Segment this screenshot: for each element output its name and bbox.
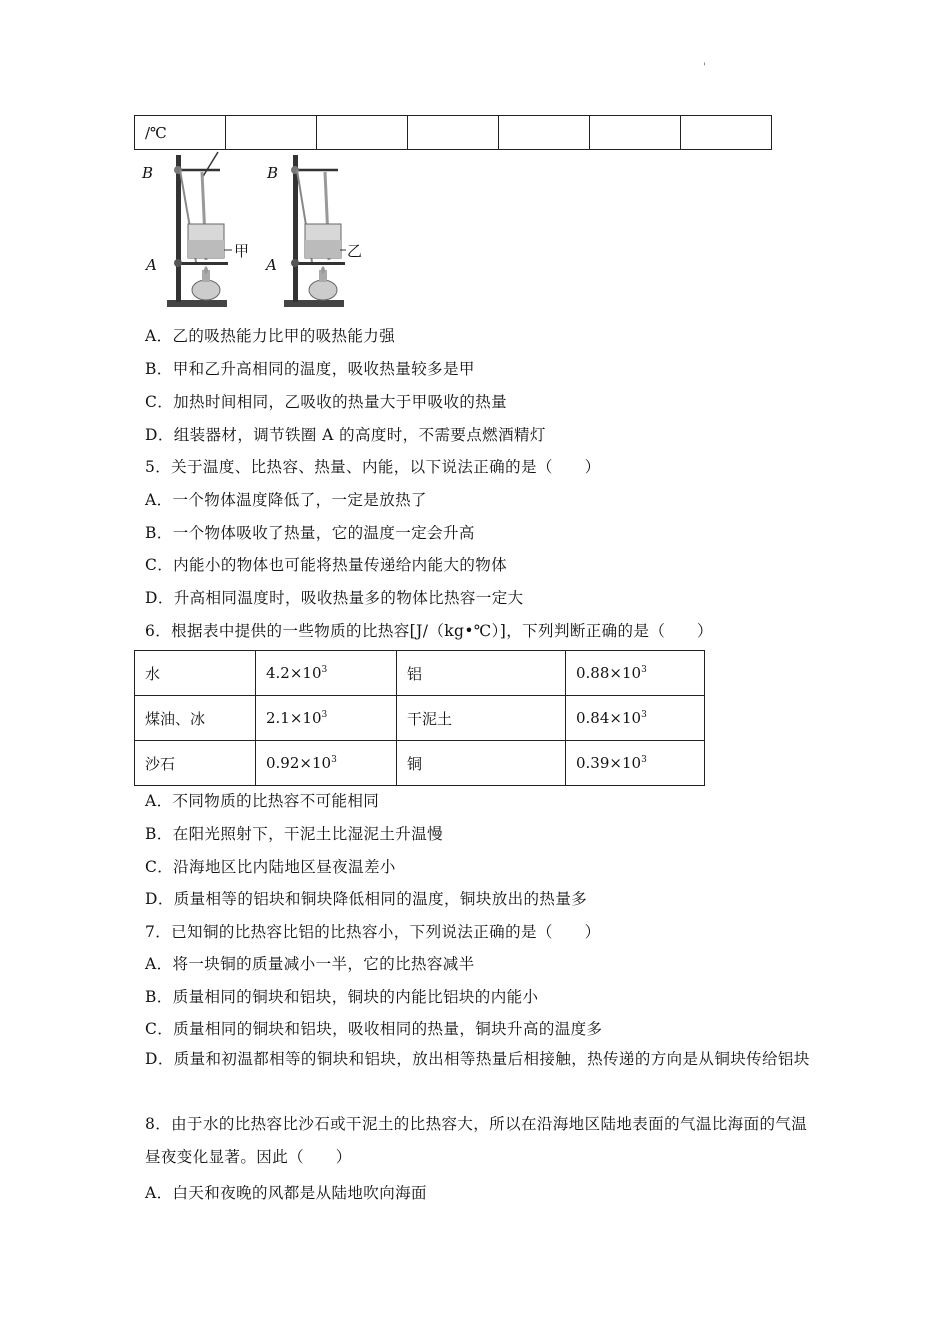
q7-stem: 7．已知铜的比热容比铝的比热容小，下列说法正确的是（ ） (145, 923, 601, 941)
q4-option-c: C．加热时间相同，乙吸收的热量大于甲吸收的热量 (145, 393, 508, 411)
q7-option-b: B．质量相同的铜块和铝块，铜块的内能比铝块的内能小 (145, 988, 539, 1006)
q7-option-d: D．质量和初温都相等的铜块和铝块，放出相等热量后相接触，热传递的方向是从铜块传给铝块 (145, 1050, 810, 1068)
substance-cell: 煤油、冰 (135, 696, 256, 741)
value-exponent: 3 (641, 665, 647, 675)
substance-cell: 铜 (397, 741, 566, 786)
beaker-label-left: 甲 (234, 242, 250, 260)
table-cell: /℃ (135, 116, 226, 150)
q5-option-a: A．一个物体温度降低了，一定是放热了 (145, 491, 427, 509)
value-exponent: 3 (321, 710, 328, 720)
value-exponent: 3 (331, 755, 337, 765)
q5-stem: 5．关于温度、比热容、热量、内能，以下说法正确的是（ ） (145, 458, 601, 476)
value-cell (566, 651, 705, 696)
q5-option-b: B．一个物体吸收了热量，它的温度一定会升高 (145, 524, 475, 542)
value-base: 2.1×10 (266, 709, 322, 727)
value-base: 0.88×10 (576, 664, 642, 682)
table-row (135, 741, 705, 786)
q5-option-d: D．升高相同温度时，吸收热量多的物体比热容一定大 (145, 589, 524, 607)
q4-option-d: D．组装器材，调节铁圈 A 的高度时，不需要点燃酒精灯 (145, 426, 546, 444)
q6-option-a: A．不同物质的比热容不可能相同 (145, 792, 380, 810)
page-mark: ' (703, 62, 706, 73)
beaker-label-right: 乙 (347, 242, 363, 260)
experiment-figure (140, 150, 380, 315)
q4-option-a: A．乙的吸热能力比甲的吸热能力强 (145, 327, 396, 345)
value-base: 0.39×10 (576, 754, 642, 772)
substance-cell: 铝 (397, 651, 566, 696)
label-b-right: B (267, 164, 279, 182)
q6-stem: 6．根据表中提供的一些物质的比热容[J/（kg•℃）]，下列判断正确的是（ ） (145, 622, 713, 640)
temperature-table (134, 115, 772, 150)
q6-option-b: B．在阳光照射下，干泥土比湿泥土升温慢 (145, 825, 443, 843)
label-a-right: A (266, 256, 277, 274)
value-base: 0.92×10 (266, 754, 332, 772)
table-cell (226, 116, 317, 150)
table-cell (681, 116, 772, 150)
value-cell (566, 696, 705, 741)
label-b: B (142, 164, 154, 182)
value-cell (256, 696, 397, 741)
value-cell (566, 741, 705, 786)
value-exponent: 3 (641, 755, 647, 765)
specific-heat-table (134, 650, 705, 786)
value-base: 4.2×10 (266, 664, 322, 682)
table-row (135, 651, 705, 696)
value-base: 0.84×10 (576, 709, 642, 727)
q5-option-c: C．内能小的物体也可能将热量传递给内能大的物体 (145, 556, 508, 574)
q6-option-c: C．沿海地区比内陆地区昼夜温差小 (145, 858, 396, 876)
apparatus-right (264, 155, 362, 307)
table-cell (317, 116, 408, 150)
substance-cell: 干泥土 (397, 696, 566, 741)
q6-option-d: D．质量相等的铝块和铜块降低相同的温度，铜块放出的热量多 (145, 890, 588, 908)
substance-cell: 水 (135, 651, 256, 696)
q7-option-a: A．将一块铜的质量减小一半，它的比热容减半 (145, 955, 475, 973)
value-exponent: 3 (641, 710, 647, 720)
q8-option-a: A．白天和夜晚的风都是从陆地吹向海面 (145, 1184, 427, 1202)
value-cell (256, 741, 397, 786)
table-row (135, 116, 772, 150)
value-exponent: 3 (321, 665, 328, 675)
apparatus-left (141, 152, 249, 307)
q8-stem: 8．由于水的比热容比沙石或干泥土的比热容大，所以在沿海地区陆地表面的气温比海面的气温昼夜变化显著。因此（ ） (145, 1115, 808, 1166)
table-cell (408, 116, 499, 150)
substance-cell: 沙石 (135, 741, 256, 786)
table-row (135, 696, 705, 741)
q4-option-b: B．甲和乙升高相同的温度，吸收热量较多是甲 (145, 360, 475, 378)
label-a: A (146, 256, 157, 274)
table-cell (499, 116, 590, 150)
value-cell (256, 651, 397, 696)
table-cell (590, 116, 681, 150)
q7-option-c: C．质量相同的铜块和铝块，吸收相同的热量，铜块升高的温度多 (145, 1020, 603, 1038)
